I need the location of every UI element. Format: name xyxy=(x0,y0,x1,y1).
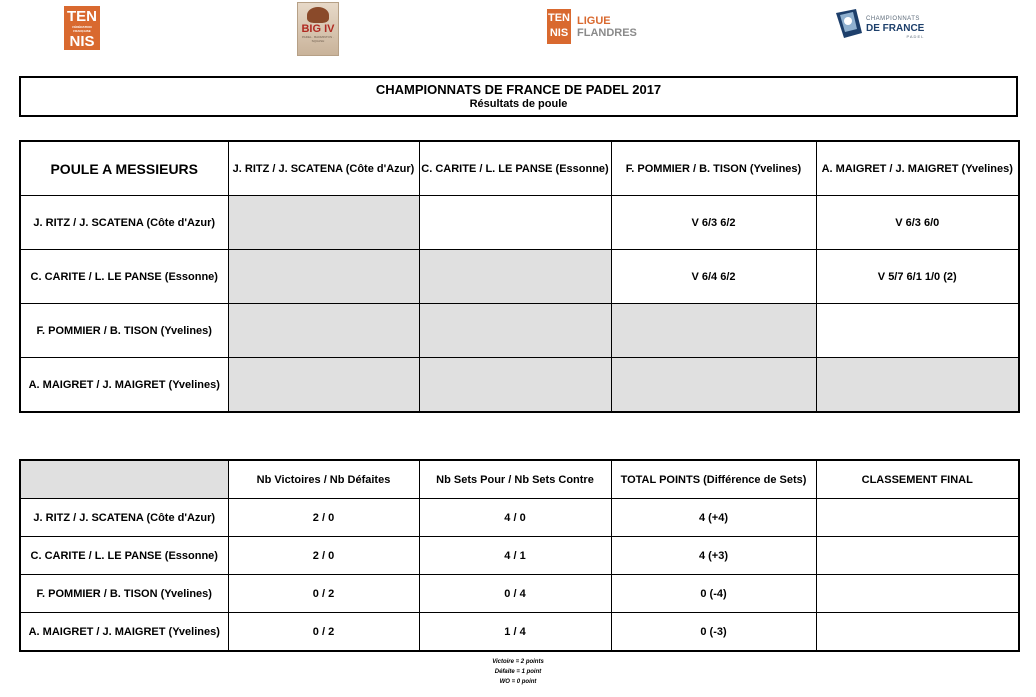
summary-row xyxy=(20,613,1019,652)
title-box xyxy=(19,76,1018,117)
grid-cell xyxy=(816,304,1019,358)
summary-row xyxy=(20,499,1019,537)
grid-cell xyxy=(228,250,419,304)
grid-cell xyxy=(611,358,816,413)
summary-points: 0 (-3) xyxy=(611,613,816,652)
bigiv-emblem-icon xyxy=(307,7,329,23)
summary-rank xyxy=(816,613,1019,652)
results-grid xyxy=(19,140,1020,413)
grid-row-team: C. CARITE / L. LE PANSE (Essonne) xyxy=(20,250,228,304)
cdf-logo-text xyxy=(866,15,924,39)
summary-sets: 4 / 1 xyxy=(419,537,611,575)
grid-col-header: F. POMMIER / B. TISON (Yvelines) xyxy=(611,141,816,196)
grid-row xyxy=(20,250,1019,304)
ligue-logo-box xyxy=(547,9,571,44)
tennis-logo-line2: NIS xyxy=(69,33,95,50)
summary-header-row xyxy=(20,460,1019,499)
summary-corner xyxy=(20,460,228,499)
grid-col-header: C. CARITE / L. LE PANSE (Essonne) xyxy=(419,141,611,196)
summary-wins-losses: 0 / 2 xyxy=(228,613,419,652)
grid-cell xyxy=(419,304,611,358)
grid-cell: V 5/7 6/1 1/0 (2) xyxy=(816,250,1019,304)
summary-col-header: TOTAL POINTS (Différence de Sets) xyxy=(611,460,816,499)
ligue-logo-box-line2: NIS xyxy=(549,27,569,39)
legend-loss: Défaite = 1 point xyxy=(494,669,542,675)
legend-wo: WO = 0 point xyxy=(499,679,537,685)
grid-cell xyxy=(816,358,1019,413)
tennis-logo-line1: TEN xyxy=(67,8,97,25)
cdf-logo-line1: CHAMPIONNATS xyxy=(866,16,920,22)
summary-team: C. CARITE / L. LE PANSE (Essonne) xyxy=(20,537,228,575)
grid-row-team: A. MAIGRET / J. MAIGRET (Yvelines) xyxy=(20,358,228,413)
summary-points: 4 (+3) xyxy=(611,537,816,575)
summary-wins-losses: 0 / 2 xyxy=(228,575,419,613)
grid-cell: V 6/3 6/0 xyxy=(816,196,1019,250)
summary-wins-losses: 2 / 0 xyxy=(228,537,419,575)
ligue-logo-text xyxy=(577,15,637,39)
grid-col-header: J. RITZ / J. SCATENA (Côte d'Azur) xyxy=(228,141,419,196)
grid-cell xyxy=(419,250,611,304)
grid-row-team: J. RITZ / J. SCATENA (Côte d'Azur) xyxy=(20,196,228,250)
summary-sets: 1 / 4 xyxy=(419,613,611,652)
padel-racket-icon xyxy=(836,9,862,38)
summary-col-header: Nb Victoires / Nb Défaites xyxy=(228,460,419,499)
cdf-logo-line2: DE FRANCE xyxy=(866,23,925,34)
grid-cell xyxy=(228,358,419,413)
grid-cell: V 6/3 6/2 xyxy=(611,196,816,250)
grid-cell xyxy=(228,304,419,358)
summary-rank xyxy=(816,499,1019,537)
bigiv-logo xyxy=(297,2,339,56)
points-legend xyxy=(0,657,1036,687)
summary-table xyxy=(19,459,1020,652)
summary-team: J. RITZ / J. SCATENA (Côte d'Azur) xyxy=(20,499,228,537)
grid-cell xyxy=(419,358,611,413)
page-title: CHAMPIONNATS DE FRANCE DE PADEL 2017 xyxy=(375,82,662,97)
grid-row xyxy=(20,358,1019,413)
grid-row xyxy=(20,304,1019,358)
summary-team: F. POMMIER / B. TISON (Yvelines) xyxy=(20,575,228,613)
summary-wins-losses: 2 / 0 xyxy=(228,499,419,537)
summary-row xyxy=(20,537,1019,575)
summary-sets: 4 / 0 xyxy=(419,499,611,537)
grid-col-header: A. MAIGRET / J. MAIGRET (Yvelines) xyxy=(816,141,1019,196)
grid-cell xyxy=(419,196,611,250)
summary-team: A. MAIGRET / J. MAIGRET (Yvelines) xyxy=(20,613,228,652)
bigiv-logo-sub: PADEL · BADMINTON · SQUASH xyxy=(302,35,334,43)
tennis-logo xyxy=(64,6,100,50)
ligue-logo-line1: LIGUE xyxy=(577,15,611,27)
ligue-logo-box-line1: TEN xyxy=(548,12,570,24)
tennis-logo-sub: FÉDÉRATION FRANÇAISE xyxy=(72,25,92,33)
grid-corner-label: POULE A MESSIEURS xyxy=(20,141,228,196)
summary-col-header: CLASSEMENT FINAL xyxy=(816,460,1019,499)
summary-points: 0 (-4) xyxy=(611,575,816,613)
grid-header-row xyxy=(20,141,1019,196)
grid-cell xyxy=(228,196,419,250)
summary-rank xyxy=(816,575,1019,613)
page-subtitle: Résultats de poule xyxy=(469,98,568,110)
grid-row xyxy=(20,196,1019,250)
summary-row xyxy=(20,575,1019,613)
grid-cell xyxy=(611,304,816,358)
bigiv-logo-text: BIG IV xyxy=(301,23,335,35)
cdf-logo-line3: PADEL xyxy=(906,34,925,39)
summary-rank xyxy=(816,537,1019,575)
summary-col-header: Nb Sets Pour / Nb Sets Contre xyxy=(419,460,611,499)
legend-win: Victoire = 2 points xyxy=(492,659,544,665)
grid-cell: V 6/4 6/2 xyxy=(611,250,816,304)
ligue-logo-line2: FLANDRES xyxy=(577,27,637,39)
summary-sets: 0 / 4 xyxy=(419,575,611,613)
summary-points: 4 (+4) xyxy=(611,499,816,537)
grid-row-team: F. POMMIER / B. TISON (Yvelines) xyxy=(20,304,228,358)
